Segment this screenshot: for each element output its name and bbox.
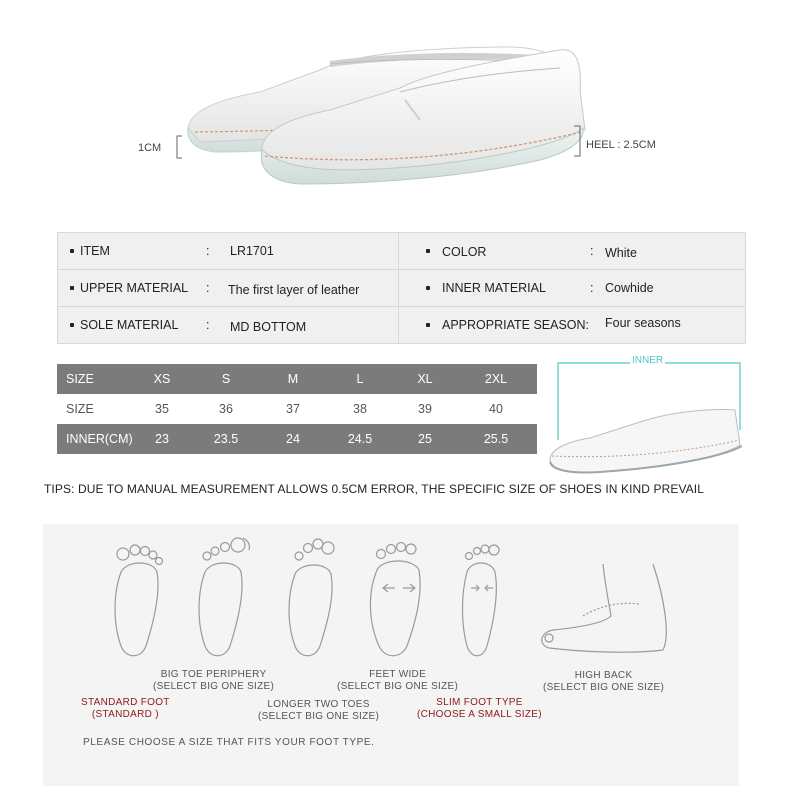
wide-foot-icon: [370, 543, 420, 656]
slim-foot-icon: [463, 545, 500, 656]
spec-value-inner: Cowhide: [605, 281, 654, 295]
size-cell: 23: [155, 432, 169, 446]
size-row-numbers: [57, 394, 537, 424]
standard-foot-icon: [115, 545, 163, 656]
spec-value-color: White: [605, 246, 637, 260]
big-toe-label: BIG TOE PERIPHERY (SELECT BIG ONE SIZE): [153, 669, 275, 692]
size-row-letters: [57, 364, 537, 394]
standard-foot-label: STANDARD FOOT (STANDARD ): [81, 697, 170, 720]
size-row-header: SIZE: [66, 402, 94, 416]
longer-toes-foot-icon: [289, 539, 334, 656]
size-cell: 24.5: [347, 432, 373, 446]
high-back-label: HIGH BACK (SELECT BIG ONE SIZE): [543, 670, 665, 693]
bullet-icon: [70, 286, 74, 290]
size-cell: L: [356, 372, 364, 386]
inner-shoe-illustration: [540, 350, 755, 475]
size-cell: XS: [153, 372, 171, 386]
slim-foot-label: SLIM FOOT TYPE (CHOOSE A SMALL SIZE): [417, 697, 542, 720]
size-cell: S: [221, 372, 231, 386]
bullet-icon: [70, 249, 74, 253]
size-cell: 2XL: [484, 372, 508, 386]
spec-row: [58, 233, 745, 270]
inner-label: INNER: [632, 355, 664, 366]
spec-separator: :: [590, 281, 594, 295]
bullet-icon: [426, 286, 430, 290]
size-cell: XL: [417, 372, 433, 386]
size-cell: 25: [418, 432, 432, 446]
spec-value-upper: The first layer of leather: [228, 283, 360, 297]
spec-value-item: LR1701: [230, 244, 274, 258]
size-row-header: INNER(CM): [66, 432, 133, 446]
foot-type-guide: [43, 524, 739, 786]
size-cell: 37: [286, 402, 300, 416]
spec-label-color: COLOR: [442, 245, 487, 259]
spec-row: [58, 307, 745, 344]
size-cell: 38: [353, 402, 367, 416]
sole-height-label: 1CM: [138, 142, 162, 154]
spec-value-season: Four seasons: [605, 316, 681, 330]
spec-separator: :: [206, 281, 210, 295]
spec-label-upper: UPPER MATERIAL: [80, 281, 189, 295]
spec-label-item: ITEM: [80, 244, 110, 258]
size-cell: 35: [155, 402, 169, 416]
shoe-pair-illustration: [0, 0, 800, 200]
size-chart: [57, 364, 537, 454]
bullet-icon: [426, 249, 430, 253]
inner-length-diagram: [540, 350, 755, 475]
bullet-icon: [426, 323, 430, 327]
spec-table: [57, 232, 746, 344]
size-cell: M: [287, 372, 299, 386]
size-row-header: SIZE: [66, 372, 94, 386]
spec-value-sole: MD BOTTOM: [230, 320, 307, 334]
foot-illustrations: [43, 524, 739, 674]
heel-height-label: HEEL : 2.5CM: [586, 139, 656, 151]
size-cell: 36: [219, 402, 233, 416]
size-cell: 24: [286, 432, 300, 446]
spec-separator: :: [206, 244, 210, 258]
spec-label-season: APPROPRIATE SEASON:: [442, 318, 590, 332]
spec-label-inner: INNER MATERIAL: [442, 281, 546, 295]
size-cell: 40: [489, 402, 503, 416]
fit-note: PLEASE CHOOSE A SIZE THAT FITS YOUR FOOT TYPE.: [83, 737, 375, 748]
measurement-tips: TIPS: DUE TO MANUAL MEASUREMENT ALLOWS 0.5CM ERROR, THE SPECIFIC SIZE OF SHOES IN KIND PREVAIL: [44, 482, 704, 496]
spec-label-sole: SOLE MATERIAL: [80, 318, 179, 332]
bullet-icon: [70, 323, 74, 327]
size-row-inner: [57, 424, 537, 454]
size-cell: 39: [418, 402, 432, 416]
size-cell: 25.5: [483, 432, 509, 446]
product-hero: [0, 0, 800, 200]
feet-wide-label: FEET WIDE (SELECT BIG ONE SIZE): [337, 669, 459, 692]
spec-separator: :: [206, 318, 210, 332]
longer-toes-label: LONGER TWO TOES (SELECT BIG ONE SIZE): [258, 699, 380, 722]
size-cell: 23.5: [213, 432, 239, 446]
spec-separator: :: [590, 244, 594, 258]
high-back-foot-icon: [542, 564, 667, 652]
spec-row: [58, 270, 745, 307]
big-toe-foot-icon: [199, 538, 249, 656]
